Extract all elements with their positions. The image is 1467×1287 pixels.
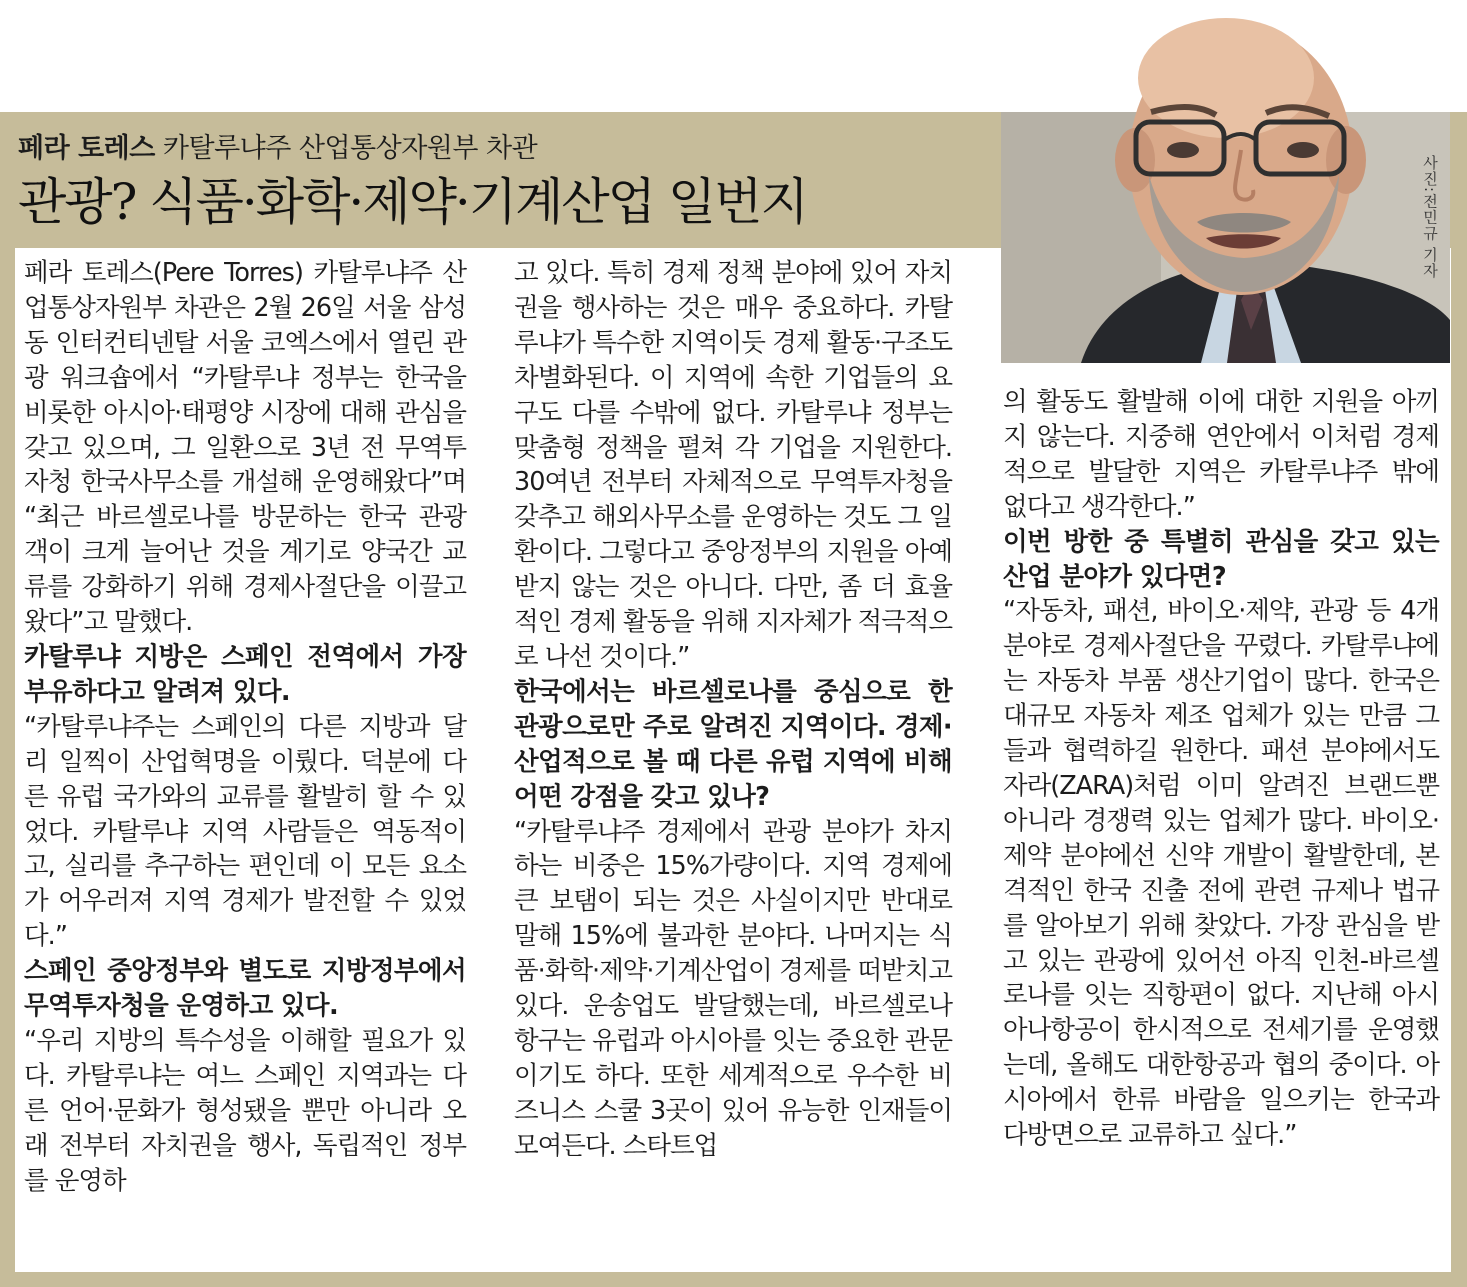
answer-3: “카탈루냐주 경제에서 관광 분야가 차지하는 비중은 15%가량이다. 지역 경제에 큰 보탬이 되는 것은 사실이지만 반대로 말해 15%에 불과한 분야다. 나머지는 식품·화학·제약·기계산업이 경제를 떠받치고 있다. 운송업도 발달했는데, 바르셀로나 항구는 유럽과 아시아를 잇는 중요한 관문이기도 하다. 또한 세계적으로 우수한 비즈니스 스쿨 3곳이 있어 유능한 인재들이 모여든다. 스타트업 <box>514 816 952 1161</box>
headline: 관광? 식품·화학·제약·기계산업 일번지 <box>18 173 807 231</box>
answer-1: “카탈루냐주는 스페인의 다른 지방과 달리 일찍이 산업혁명을 이뤘다. 덕분에 다른 유럽 국가와의 교류를 활발히 할 수 있었다. 카탈루냐 지역 사람들은 역동적이고, 실리를 추구하는 편인데 이 모든 요소가 어우러져 지역 경제가 발전할 수 있었다.” <box>24 711 466 952</box>
question-4: 이번 방한 중 특별히 관심을 갖고 있는 산업 분야가 있다면? <box>1003 526 1439 592</box>
article-column-2 <box>514 256 952 1164</box>
answer-4: “자동차, 패션, 바이오·제약, 관광 등 4개 분야로 경제사절단을 꾸렸다. 카탈루냐에는 자동차 부품 생산기업이 많다. 한국은 대규모 자동차 제조 업체가 있는 만큼 그들과 협력하길 원한다. 패션 분야에서도 자라(ZARA)처럼 이미 알려진 브랜드뿐 아니라 경쟁력 있는 업체가 많다. 바이오·제약 분야에선 신약 개발이 활발한데, 본격적인 한국 진출 전에 관련 규제나 법규를 알아보기 위해 찾았다. 가장 관심을 받고 있는 관광에 있어선 아직 인천-바르셀로나를 잇는 직항편이 없다. 지난해 아시아나항공이 한시적으로 전세기를 운영했는데, 올해도 대한항공과 협의 중이다. 아시아에서 한류 바람을 일으키는 한국과 다방면으로 교류하고 싶다.” <box>1003 596 1439 1151</box>
article-column-1 <box>24 256 466 1198</box>
interviewee-line <box>18 132 537 166</box>
article-column-3 <box>1003 385 1439 1153</box>
question-1: 카탈루냐 지방은 스페인 전역에서 가장 부유하다고 알려져 있다. <box>24 641 466 707</box>
answer-2: “우리 지방의 특수성을 이해할 필요가 있다. 카탈루냐는 여느 스페인 지역과는 다른 언어·문화가 형성됐을 뿐만 아니라 오래 전부터 자치권을 행사, 독립적인 정부를 운영하 <box>24 1025 466 1196</box>
photo-credit: 사진:전민규 기자 <box>1421 155 1439 279</box>
question-3: 한국에서는 바르셀로나를 중심으로 한 관광으로만 주로 알려진 지역이다. 경제·산업적으로 볼 때 다른 유럽 지역에 비해 어떤 강점을 갖고 있나? <box>514 676 952 812</box>
answer-2-continued: 고 있다. 특히 경제 정책 분야에 있어 자치권을 행사하는 것은 매우 중요하다. 카탈루냐가 특수한 지역이듯 경제 활동·구조도 차별화된다. 이 지역에 속한 기업들의 요구도 다를 수밖에 없다. 카탈루냐 정부는 맞춤형 정책을 펼쳐 각 기업을 지원한다. 30여년 전부터 자체적으로 무역투자청을 갖추고 해외사무소를 운영하는 것도 그 일환이다. 그렇다고 중앙정부의 지원을 아예 받지 않는 것은 아니다. 다만, 좀 더 효율적인 경제 활동을 위해 지자체가 적극적으로 나선 것이다.” <box>514 258 952 672</box>
answer-3-continued: 의 활동도 활발해 이에 대한 지원을 아끼지 않는다. 지중해 연안에서 이처럼 경제적으로 발달한 지역은 카탈루냐주 밖에 없다고 생각한다.” <box>1003 387 1439 522</box>
interviewee-title: 카탈루냐주 산업통상자원부 차관 <box>162 133 538 164</box>
intro-paragraph: 페라 토레스(Pere Torres) 카탈루냐주 산업통상자원부 차관은 2월 26일 서울 삼성동 인터컨티넨탈 서울 코엑스에서 열린 관광 워크숍에서 “카탈루냐 정부는 한국을 비롯한 아시아·태평양 시장에 대해 관심을 갖고 있으며, 그 일환으로 3년 전 무역투자청 한국사무소를 개설해 운영해왔다”며 “최근 바르셀로나를 방문하는 한국 관광객이 크게 늘어난 것을 계기로 양국간 교류를 강화하기 위해 경제사절단을 이끌고 왔다”고 말했다. <box>24 258 466 638</box>
portrait-photo <box>1001 0 1450 363</box>
interviewee-name: 페라 토레스 <box>18 133 155 164</box>
question-2: 스페인 중앙정부와 별도로 지방정부에서 무역투자청을 운영하고 있다. <box>24 956 466 1022</box>
